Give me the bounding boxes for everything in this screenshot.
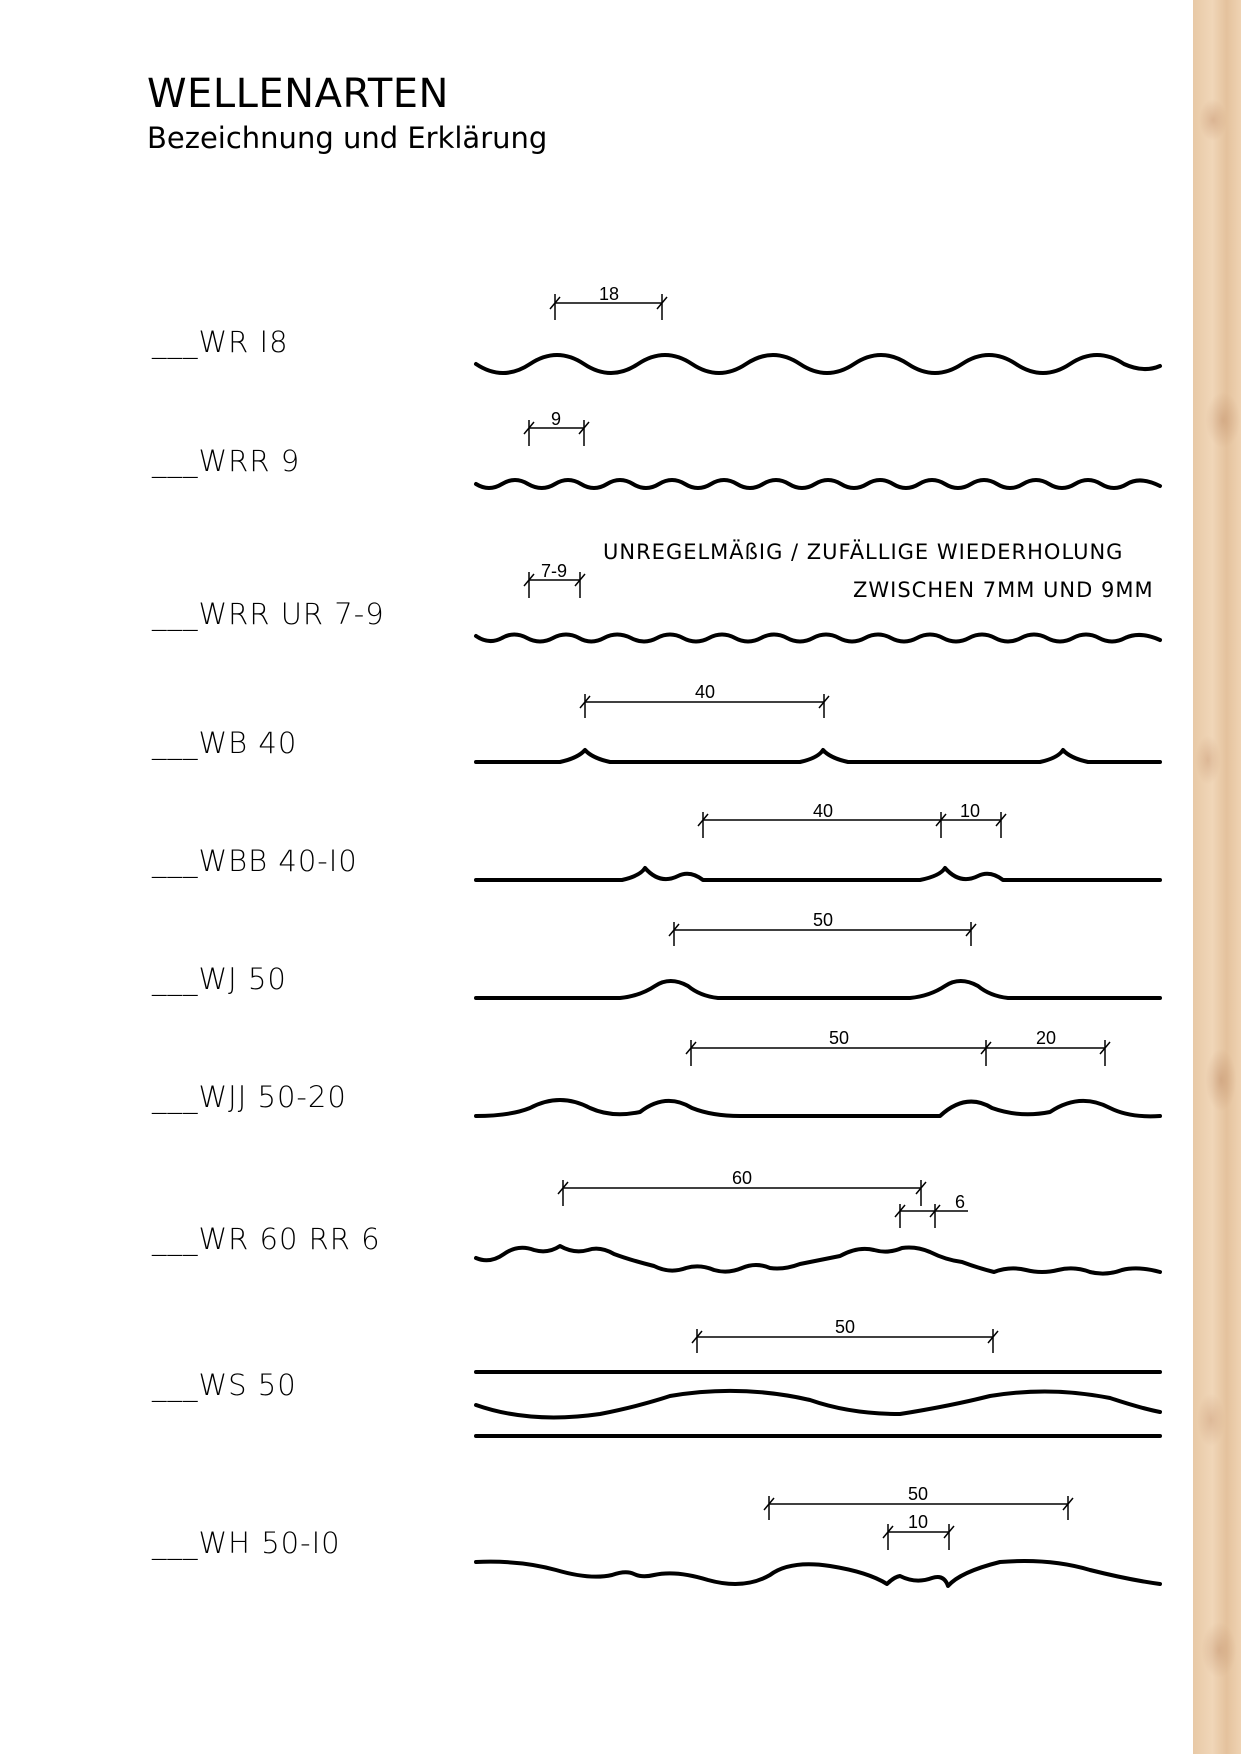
dim-label-wjj50: 50 [828,1028,850,1048]
dim-label-rr6: 6 [954,1192,966,1212]
dim-label-wh50: 50 [907,1484,929,1504]
dim-label-wrrur79: 7-9 [540,561,568,581]
dim-label-wj50: 50 [812,910,834,930]
profile-wr60rr6 [476,1246,1160,1274]
profile-wbb4010 [476,868,1160,880]
note-line-1: UNREGELMÄßIG / ZUFÄLLIGE WIEDERHOLUNG [603,540,1124,564]
profile-label-wr60rr6: ___WR 60 RR 6 [152,1222,381,1256]
profile-label-wb40: ___WB 40 [152,726,298,760]
page-title: WELLENARTEN [147,71,449,117]
dim-label-wrr9: 9 [550,409,562,429]
dim-label-wr18: 18 [598,284,620,304]
dim-label-wb40: 40 [694,682,716,702]
profile-wrrur79 [476,635,1160,642]
profile-wr18 [476,355,1160,373]
profile-wh5010 [476,1561,1160,1586]
page-subtitle: Bezeichnung und Erklärung [147,121,548,155]
profile-label-ws50: ___WS 50 [152,1368,297,1402]
profile-label-wrr9: ___WRR 9 [152,444,301,478]
dim-label-ws50: 50 [834,1317,856,1337]
profile-label-wjj5020: ___WJJ 50-20 [152,1080,347,1114]
profile-label-wr18: ___WR I8 [152,325,289,359]
note-line-2: ZWISCHEN 7MM UND 9MM [853,578,1154,602]
dim-label-wr60: 60 [731,1168,753,1188]
dim-label-wbb40: 40 [812,801,834,821]
profile-label-wj50: ___WJ 50 [152,962,287,996]
dim-label-wbb10: 10 [959,801,981,821]
dim-label-wh10: 10 [907,1512,929,1532]
profile-wjj5020 [476,1100,1160,1116]
profile-label-wbb4010: ___WBB 40-I0 [152,844,358,878]
profile-wrr9 [476,480,1160,488]
dim-label-wjj20: 20 [1035,1028,1057,1048]
profile-label-wh5010: ___WH 50-I0 [152,1526,341,1560]
profile-wb40 [476,750,1160,762]
profile-label-wrrur79: ___WRR UR 7-9 [152,597,385,631]
profile-ws50-wave [476,1391,1160,1418]
profile-wj50 [476,981,1160,998]
